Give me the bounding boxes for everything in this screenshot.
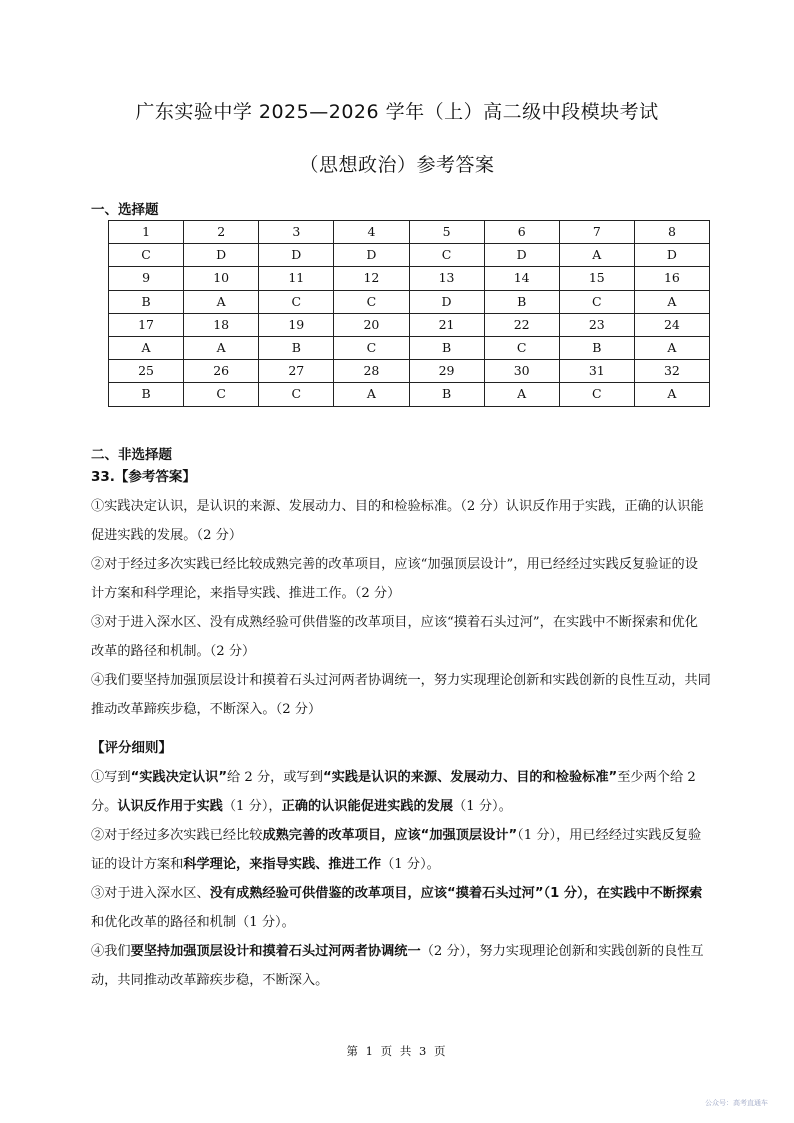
question-33-heading: 33.【参考答案】 (91, 469, 196, 485)
section-heading-choice: 一、选择题 (91, 202, 159, 218)
answer-cell: C (109, 244, 184, 267)
answer-cell: B (559, 336, 634, 359)
answer-cell: A (634, 383, 709, 406)
question-number-cell: 10 (184, 267, 259, 290)
question-number-cell: 32 (634, 360, 709, 383)
answer-cell: C (409, 244, 484, 267)
watermark: 公众号：高考直通车 (705, 1099, 768, 1107)
table-row (109, 383, 710, 406)
rubric-item-2: ②对于经过多次实践已经比较成熟完善的改革项目，应该“加强顶层设计”（1 分），用已经经过实践反复验证的设计方案和科学理论，来指导实践、推进工作（1 分）。 (91, 828, 702, 872)
table-row (109, 267, 710, 290)
scoring-rubric (91, 734, 711, 995)
question-number-cell: 26 (184, 360, 259, 383)
question-number-cell: 24 (634, 313, 709, 336)
question-number-cell: 17 (109, 313, 184, 336)
question-number-cell: 1 (109, 221, 184, 244)
question-number-cell: 27 (259, 360, 334, 383)
rubric-item-3: ③对于进入深水区、没有成熟经验可供借鉴的改革项目，应该“摸着石头过河”（1 分），在实践中不断探索和优化改革的路径和机制（1 分）。 (91, 886, 703, 930)
question-number-cell: 21 (409, 313, 484, 336)
answer-cell: C (259, 383, 334, 406)
answer-cell: B (409, 383, 484, 406)
question-number-cell: 7 (559, 221, 634, 244)
answer-cell: D (634, 244, 709, 267)
question-number-cell: 16 (634, 267, 709, 290)
question-number-cell: 3 (259, 221, 334, 244)
answer-cell: B (409, 336, 484, 359)
question-number-cell: 22 (484, 313, 559, 336)
answer-paragraph-2: ②对于经过多次实践已经比较成熟完善的改革项目，应该“加强顶层设计”，用已经经过实践反复验证的设计方案和科学理论，来指导实践、推进工作。（2 分） (91, 557, 698, 601)
question-number-cell: 2 (184, 221, 259, 244)
answer-cell: D (484, 244, 559, 267)
answer-cell: B (109, 383, 184, 406)
question-number-cell: 30 (484, 360, 559, 383)
question-number-cell: 15 (559, 267, 634, 290)
table-row (109, 221, 710, 244)
question-number-cell: 23 (559, 313, 634, 336)
rubric-item-1: ①写到“实践决定认识”给 2 分，或写到“实践是认识的来源、发展动力、目的和检验标准”至少两个给 2 分。认识反作用于实践（1 分），正确的认识能促进实践的发展（1 分）。 (91, 770, 696, 814)
page-number: 第 1 页 共 3 页 (346, 1044, 448, 1058)
answer-cell: B (109, 290, 184, 313)
answer-cell: A (184, 336, 259, 359)
document-subtitle: （思想政治）参考答案 (299, 154, 495, 176)
section-heading-nonchoice: 二、非选择题 (91, 447, 172, 463)
question-number-cell: 5 (409, 221, 484, 244)
answer-cell: A (484, 383, 559, 406)
question-number-cell: 29 (409, 360, 484, 383)
question-number-cell: 31 (559, 360, 634, 383)
answer-paragraph-4: ④我们要坚持加强顶层设计和摸着石头过河两者协调统一，努力实现理论创新和实践创新的良性互动，共同推动改革蹄疾步稳，不断深入。（2 分） (91, 673, 711, 717)
rubric-heading: 【评分细则】 (91, 740, 172, 756)
answer-cell: C (559, 290, 634, 313)
answer-cell: C (334, 336, 409, 359)
question-number-cell: 8 (634, 221, 709, 244)
answer-cell: C (484, 336, 559, 359)
table-row (109, 244, 710, 267)
answer-cell: C (559, 383, 634, 406)
answer-cell: D (409, 290, 484, 313)
answer-table (108, 220, 710, 407)
answer-cell: D (259, 244, 334, 267)
answer-cell: A (334, 383, 409, 406)
question-number-cell: 25 (109, 360, 184, 383)
question-number-cell: 4 (334, 221, 409, 244)
answer-cell: A (559, 244, 634, 267)
answer-cell: B (484, 290, 559, 313)
question-number-cell: 14 (484, 267, 559, 290)
question-33-answer (91, 463, 711, 724)
question-number-cell: 18 (184, 313, 259, 336)
answer-cell: A (634, 336, 709, 359)
question-number-cell: 19 (259, 313, 334, 336)
answer-cell: D (184, 244, 259, 267)
question-number-cell: 11 (259, 267, 334, 290)
answer-cell: C (334, 290, 409, 313)
rubric-item-4: ④我们要坚持加强顶层设计和摸着石头过河两者协调统一（2 分），努力实现理论创新和实践创新的良性互动，共同推动改革蹄疾步稳，不断深入。 (91, 944, 704, 988)
question-number-cell: 12 (334, 267, 409, 290)
answer-cell: C (259, 290, 334, 313)
table-row (109, 360, 710, 383)
question-number-cell: 28 (334, 360, 409, 383)
answer-cell: A (184, 290, 259, 313)
table-row (109, 313, 710, 336)
table-row (109, 290, 710, 313)
answer-paragraph-1: ①实践决定认识，是认识的来源、发展动力、目的和检验标准。（2 分）认识反作用于实践，正确的认识能促进实践的发展。（2 分） (91, 499, 704, 543)
answer-cell: B (259, 336, 334, 359)
answer-cell: A (634, 290, 709, 313)
answer-cell: D (334, 244, 409, 267)
answer-paragraph-3: ③对于进入深水区、没有成熟经验可供借鉴的改革项目，应该“摸着石头过河”，在实践中不断探索和优化改革的路径和机制。（2 分） (91, 615, 698, 659)
question-number-cell: 13 (409, 267, 484, 290)
question-number-cell: 6 (484, 221, 559, 244)
document-title: 广东实验中学 2025—2026 学年（上）高二级中段模块考试 (135, 101, 659, 123)
question-number-cell: 20 (334, 313, 409, 336)
answer-cell: A (109, 336, 184, 359)
table-row (109, 336, 710, 359)
answer-cell: C (184, 383, 259, 406)
question-number-cell: 9 (109, 267, 184, 290)
